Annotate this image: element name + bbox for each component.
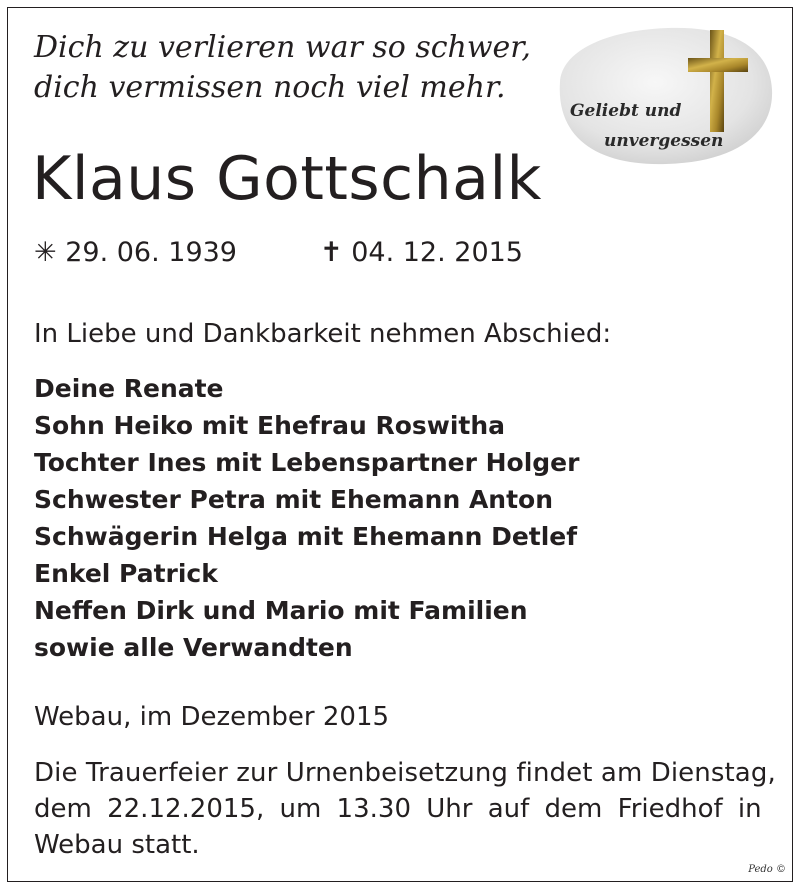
ceremony-line-1: Die Trauerfeier zur Urnenbeisetzung findet am Dienstag, (34, 758, 776, 788)
mourner-item: Sohn Heiko mit Ehefrau Roswitha (34, 411, 506, 440)
mourner-item: Schwester Petra mit Ehemann Anton (34, 485, 554, 514)
ceremony-line-2: dem 22.12.2015, um 13.30 Uhr auf dem Friedhof in (34, 794, 762, 824)
place-and-date: Webau, im Dezember 2015 (34, 702, 390, 732)
mourner-item: Tochter Ines mit Lebenspartner Holger (34, 448, 580, 477)
quote-line-2: dich vermissen noch viel mehr. (34, 70, 506, 105)
death-date: 04. 12. 2015 (351, 237, 523, 268)
death-cross-icon: ✝ (320, 237, 343, 268)
mourner-item: Deine Renate (34, 374, 224, 403)
mourner-item: Schwägerin Helga mit Ehemann Detlef (34, 522, 578, 551)
ceremony-info (34, 755, 776, 863)
mourner-item: Neffen Dirk und Mario mit Familien (34, 596, 528, 625)
birth-star-icon: ✳ (34, 237, 57, 268)
quote-line-1: Dich zu verlieren war so schwer, (34, 30, 531, 65)
birth-date: 29. 06. 1939 (65, 237, 237, 268)
stone-text-line-2: unvergessen (604, 131, 724, 151)
stone-text-line-1: Geliebt und (570, 101, 682, 121)
farewell-intro: In Liebe und Dankbarkeit nehmen Abschied: (34, 319, 612, 349)
memorial-stone-image (548, 20, 780, 170)
designer-credit: Pedo © (748, 864, 786, 875)
mourner-item: sowie alle Verwandten (34, 633, 353, 662)
death-group (320, 236, 523, 270)
mourner-item: Enkel Patrick (34, 559, 218, 588)
life-dates (34, 236, 523, 270)
deceased-name: Klaus Gottschalk (32, 144, 542, 214)
ceremony-line-3: Webau statt. (34, 830, 200, 860)
mourners-list (34, 370, 579, 666)
memorial-quote (34, 28, 531, 108)
